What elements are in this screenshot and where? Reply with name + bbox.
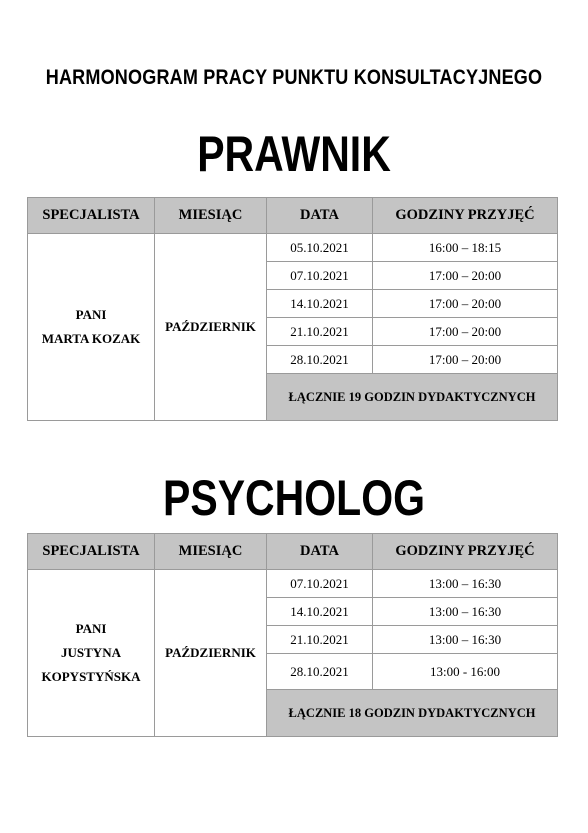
hours-cell: 16:00 – 18:15 [373,234,558,262]
specialist-line: PANI [75,307,107,322]
header-specialist: SPECJALISTA [28,198,155,234]
month-cell: PAŹDZIERNIK [155,570,267,737]
date-cell: 07.10.2021 [267,262,373,290]
date-cell: 07.10.2021 [267,570,373,598]
hours-cell: 13:00 – 16:30 [373,570,558,598]
table-row [28,234,558,262]
total-hours-cell: ŁĄCZNIE 18 GODZIN DYDAKTYCZNYCH [267,690,558,737]
header-date: DATA [267,534,373,570]
header-month: MIESIĄC [155,198,267,234]
header-hours: GODZINY PRZYJĘĆ [373,534,558,570]
date-cell: 21.10.2021 [267,626,373,654]
date-cell: 21.10.2021 [267,318,373,346]
date-cell: 14.10.2021 [267,290,373,318]
hours-cell: 17:00 – 20:00 [373,262,558,290]
hours-cell: 13:00 – 16:30 [373,626,558,654]
schedule-table-prawnik [27,197,558,421]
header-specialist: SPECJALISTA [28,534,155,570]
total-hours-cell: ŁĄCZNIE 19 GODZIN DYDAKTYCZNYCH [267,374,558,421]
specialist-cell [28,234,155,421]
date-cell: 05.10.2021 [267,234,373,262]
section-title-prawnik: PRAWNIK [197,126,391,182]
specialist-line: PANI [75,621,107,636]
date-cell: 28.10.2021 [267,346,373,374]
page-title: HARMONOGRAM PRACY PUNKTU KONSULTACYJNEGO [45,66,543,89]
hours-cell: 13:00 – 16:30 [373,598,558,626]
specialist-line: MARTA KOZAK [41,331,141,346]
header-hours: GODZINY PRZYJĘĆ [373,198,558,234]
specialist-line: KOPYSTYŃSKA [41,669,141,684]
specialist-cell [28,570,155,737]
hours-cell: 17:00 – 20:00 [373,290,558,318]
hours-cell: 17:00 – 20:00 [373,318,558,346]
table-row [28,570,558,598]
month-cell: PAŹDZIERNIK [155,234,267,421]
table-header-row [28,534,558,570]
schedule-table-psycholog [27,533,558,737]
hours-cell: 17:00 – 20:00 [373,346,558,374]
date-cell: 14.10.2021 [267,598,373,626]
specialist-line: JUSTYNA [61,645,121,660]
header-month: MIESIĄC [155,534,267,570]
section-title-psycholog: PSYCHOLOG [163,470,425,526]
hours-cell: 13:00 - 16:00 [373,654,558,690]
table-header-row [28,198,558,234]
date-cell: 28.10.2021 [267,654,373,690]
header-date: DATA [267,198,373,234]
